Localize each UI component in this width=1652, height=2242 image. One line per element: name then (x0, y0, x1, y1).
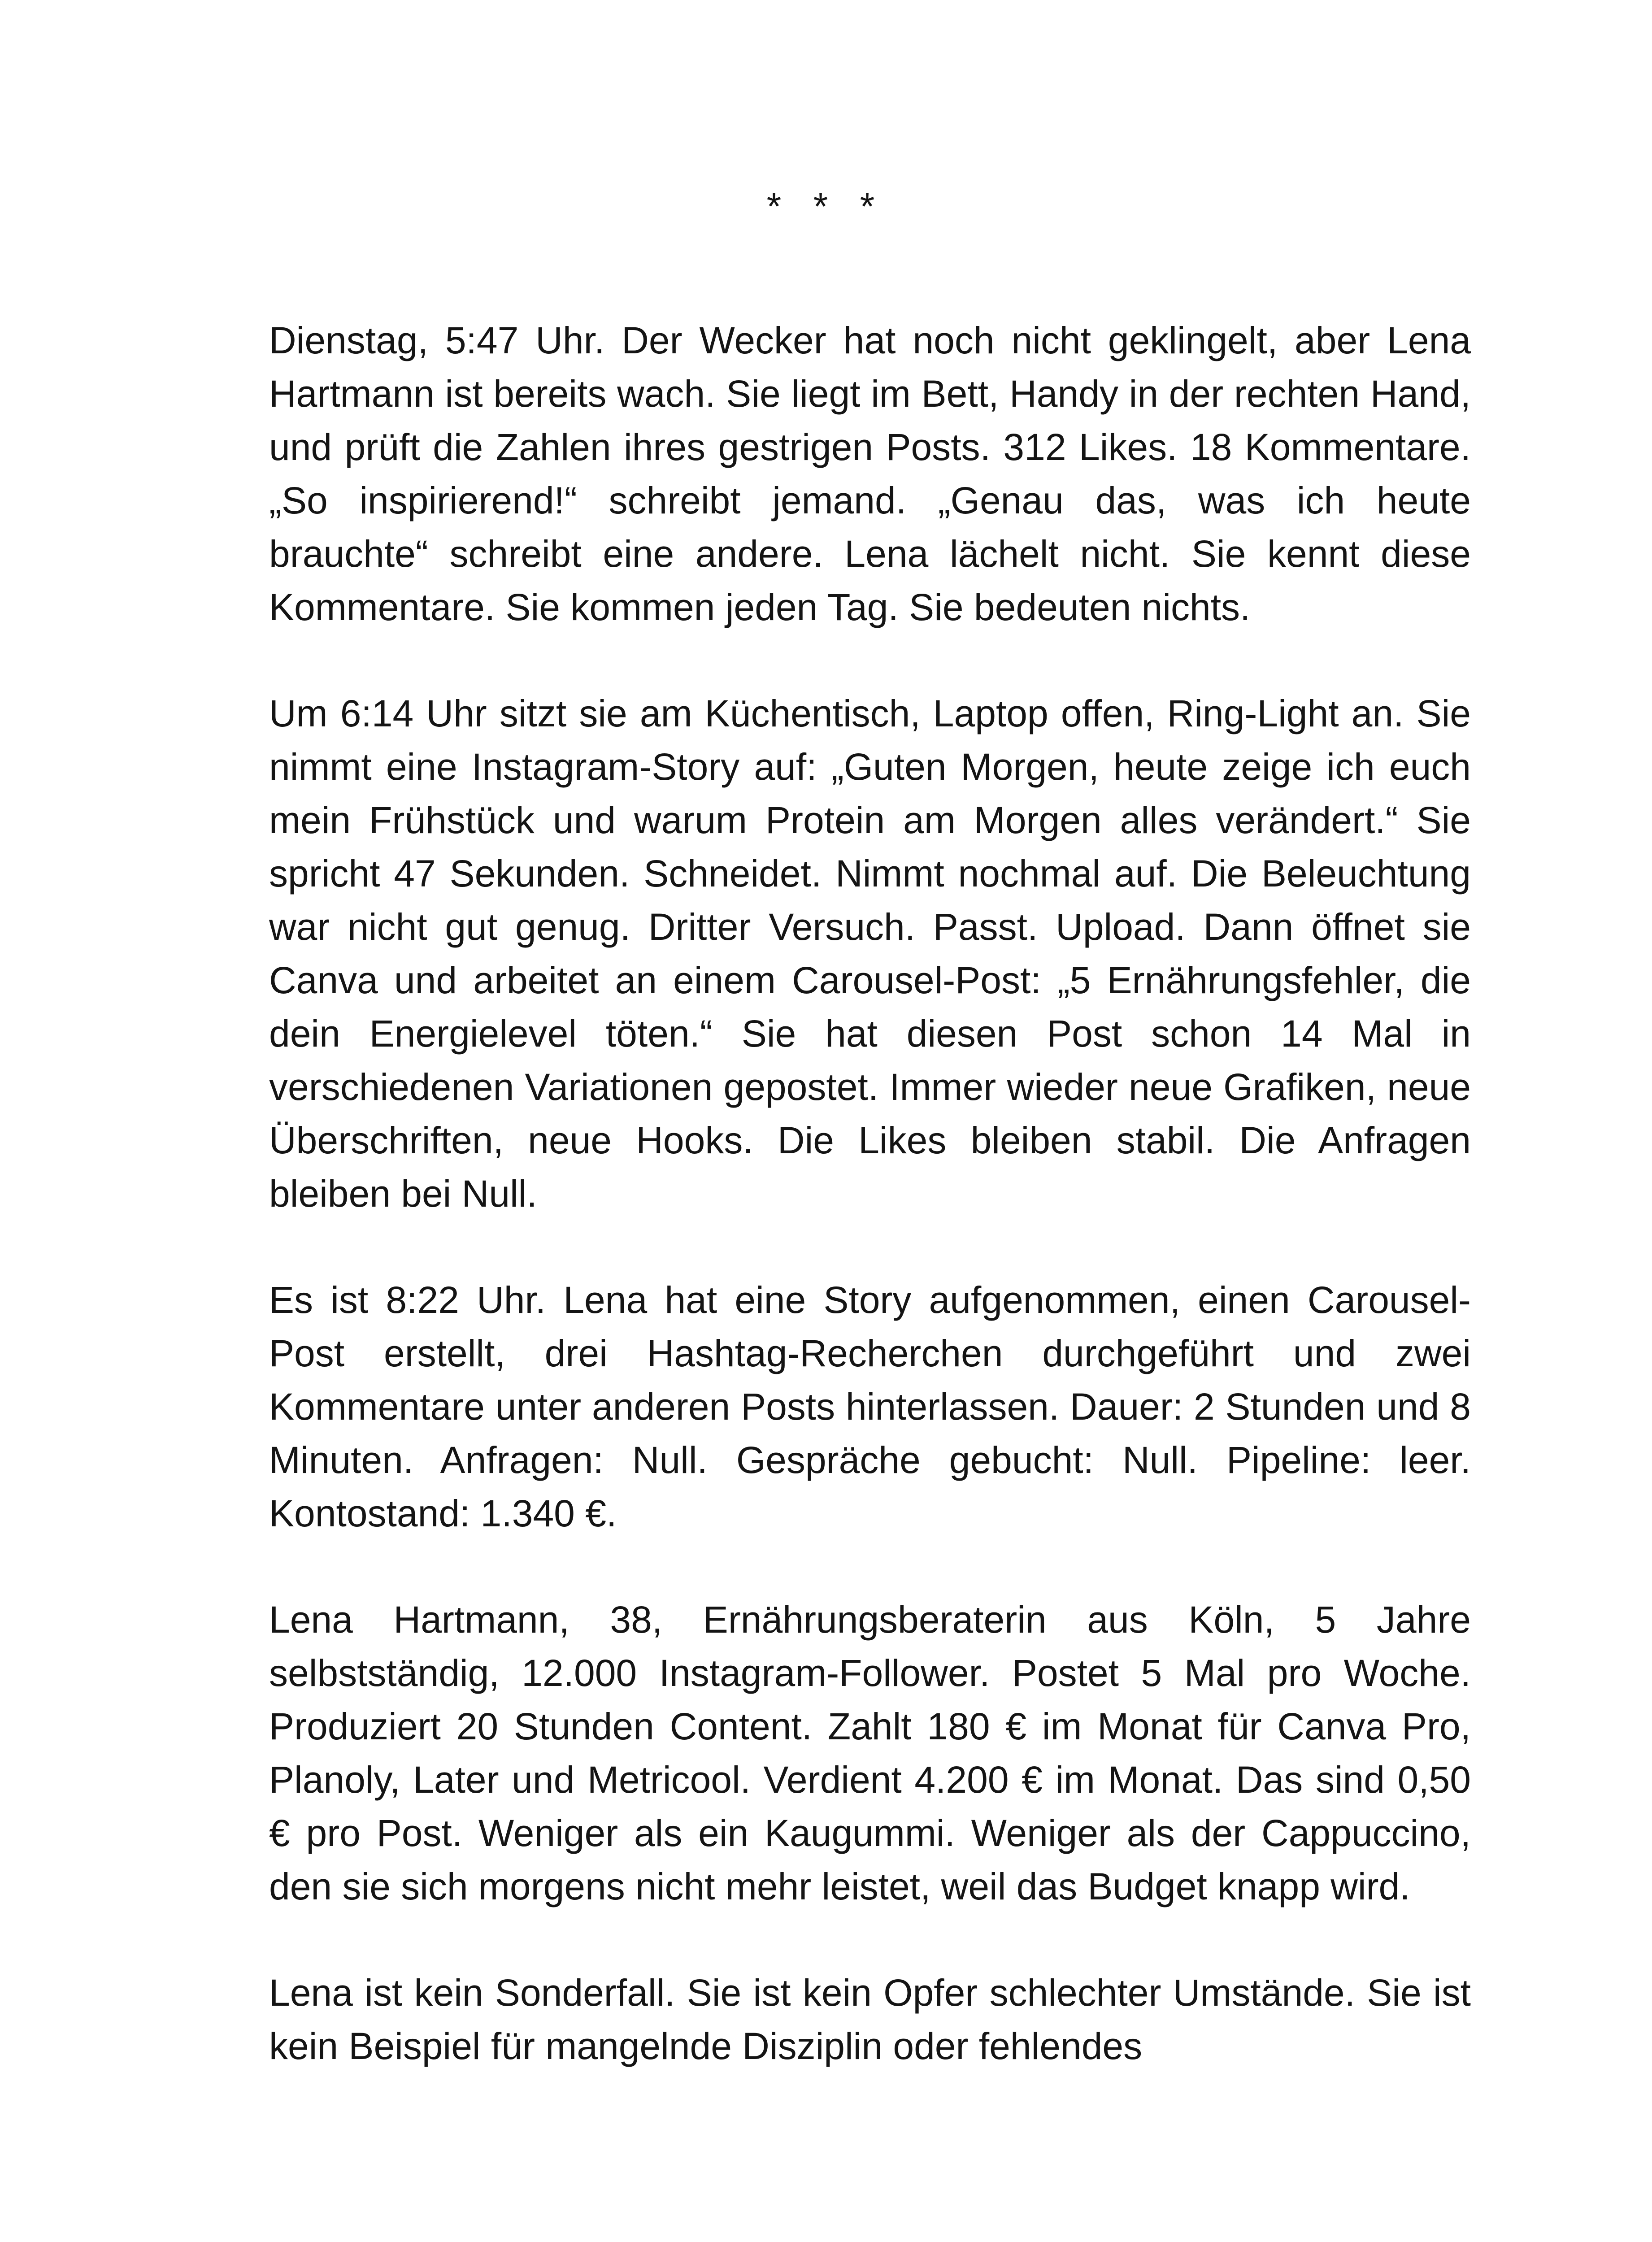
paragraph: Lena ist kein Sonderfall. Sie ist kein Opfer schlechter Umstände. Sie ist kein Beispiel für mangelnde Disziplin oder fehlendes (269, 1972, 1471, 2067)
paragraph: Es ist 8:22 Uhr. Lena hat eine Story aufgenommen, einen Carousel-Post erstellt, drei Hashtag-Recherchen durchgeführt und zwei Kommentare unter anderen Posts hinterlassen. Dauer: 2 Stunden und 8 Minuten. Anfragen: Null. Gespräche gebucht: Null. Pipeline: leer. Kontostand: 1.340 €. (269, 1279, 1471, 1534)
paragraph: Dienstag, 5:47 Uhr. Der Wecker hat noch nicht geklingelt, aber Lena Hartmann ist bereits wach. Sie liegt im Bett, Handy in der rechten Hand, und prüft die Zahlen ihres gestrigen Posts. 312 Likes. 18 Kommentare. „So inspirierend!“ schreibt jemand. „Genau das, was ich heute brauchte“ schreibt eine andere. Lena lächelt nicht. Sie kennt diese Kommentare. Sie kommen jeden Tag. Sie bedeuten nichts. (269, 319, 1471, 628)
paragraph: Lena Hartmann, 38, Ernährungsberaterin aus Köln, 5 Jahre selbstständig, 12.000 Instagram-Follower. Postet 5 Mal pro Woche. Produziert 20 Stunden Content. Zahlt 180 € im Monat für Canva Pro, Planoly, Later und Metricool. Verdient 4.200 € im Monat. Das sind 0,50 € pro Post. Weniger als ein Kaugummi. Weniger als der Cappuccino, den sie sich morgens nicht mehr leistet, weil das Budget knapp wird. (269, 1599, 1471, 1907)
body-text (269, 314, 1471, 2126)
paragraph: Um 6:14 Uhr sitzt sie am Küchentisch, Laptop offen, Ring-Light an. Sie nimmt eine Instagram-Story auf: „Guten Morgen, heute zeige ich euch mein Frühstück und warum Protein am Morgen alles verändert.“ Sie spricht 47 Sekunden. Schneidet. Nimmt nochmal auf. Die Beleuchtung war nicht gut genug. Dritter Versuch. Passt. Upload. Dann öffnet sie Canva und arbeitet an einem Carousel-Post: „5 Ernährungsfehler, die dein Energielevel töten.“ Sie hat diesen Post schon 14 Mal in verschiedenen Variationen gepostet. Immer wieder neue Grafiken, neue Überschriften, neue Hooks. Die Likes bleiben stabil. Die Anfragen bleiben bei Null. (269, 692, 1471, 1215)
section-separator: * * * (766, 185, 886, 227)
